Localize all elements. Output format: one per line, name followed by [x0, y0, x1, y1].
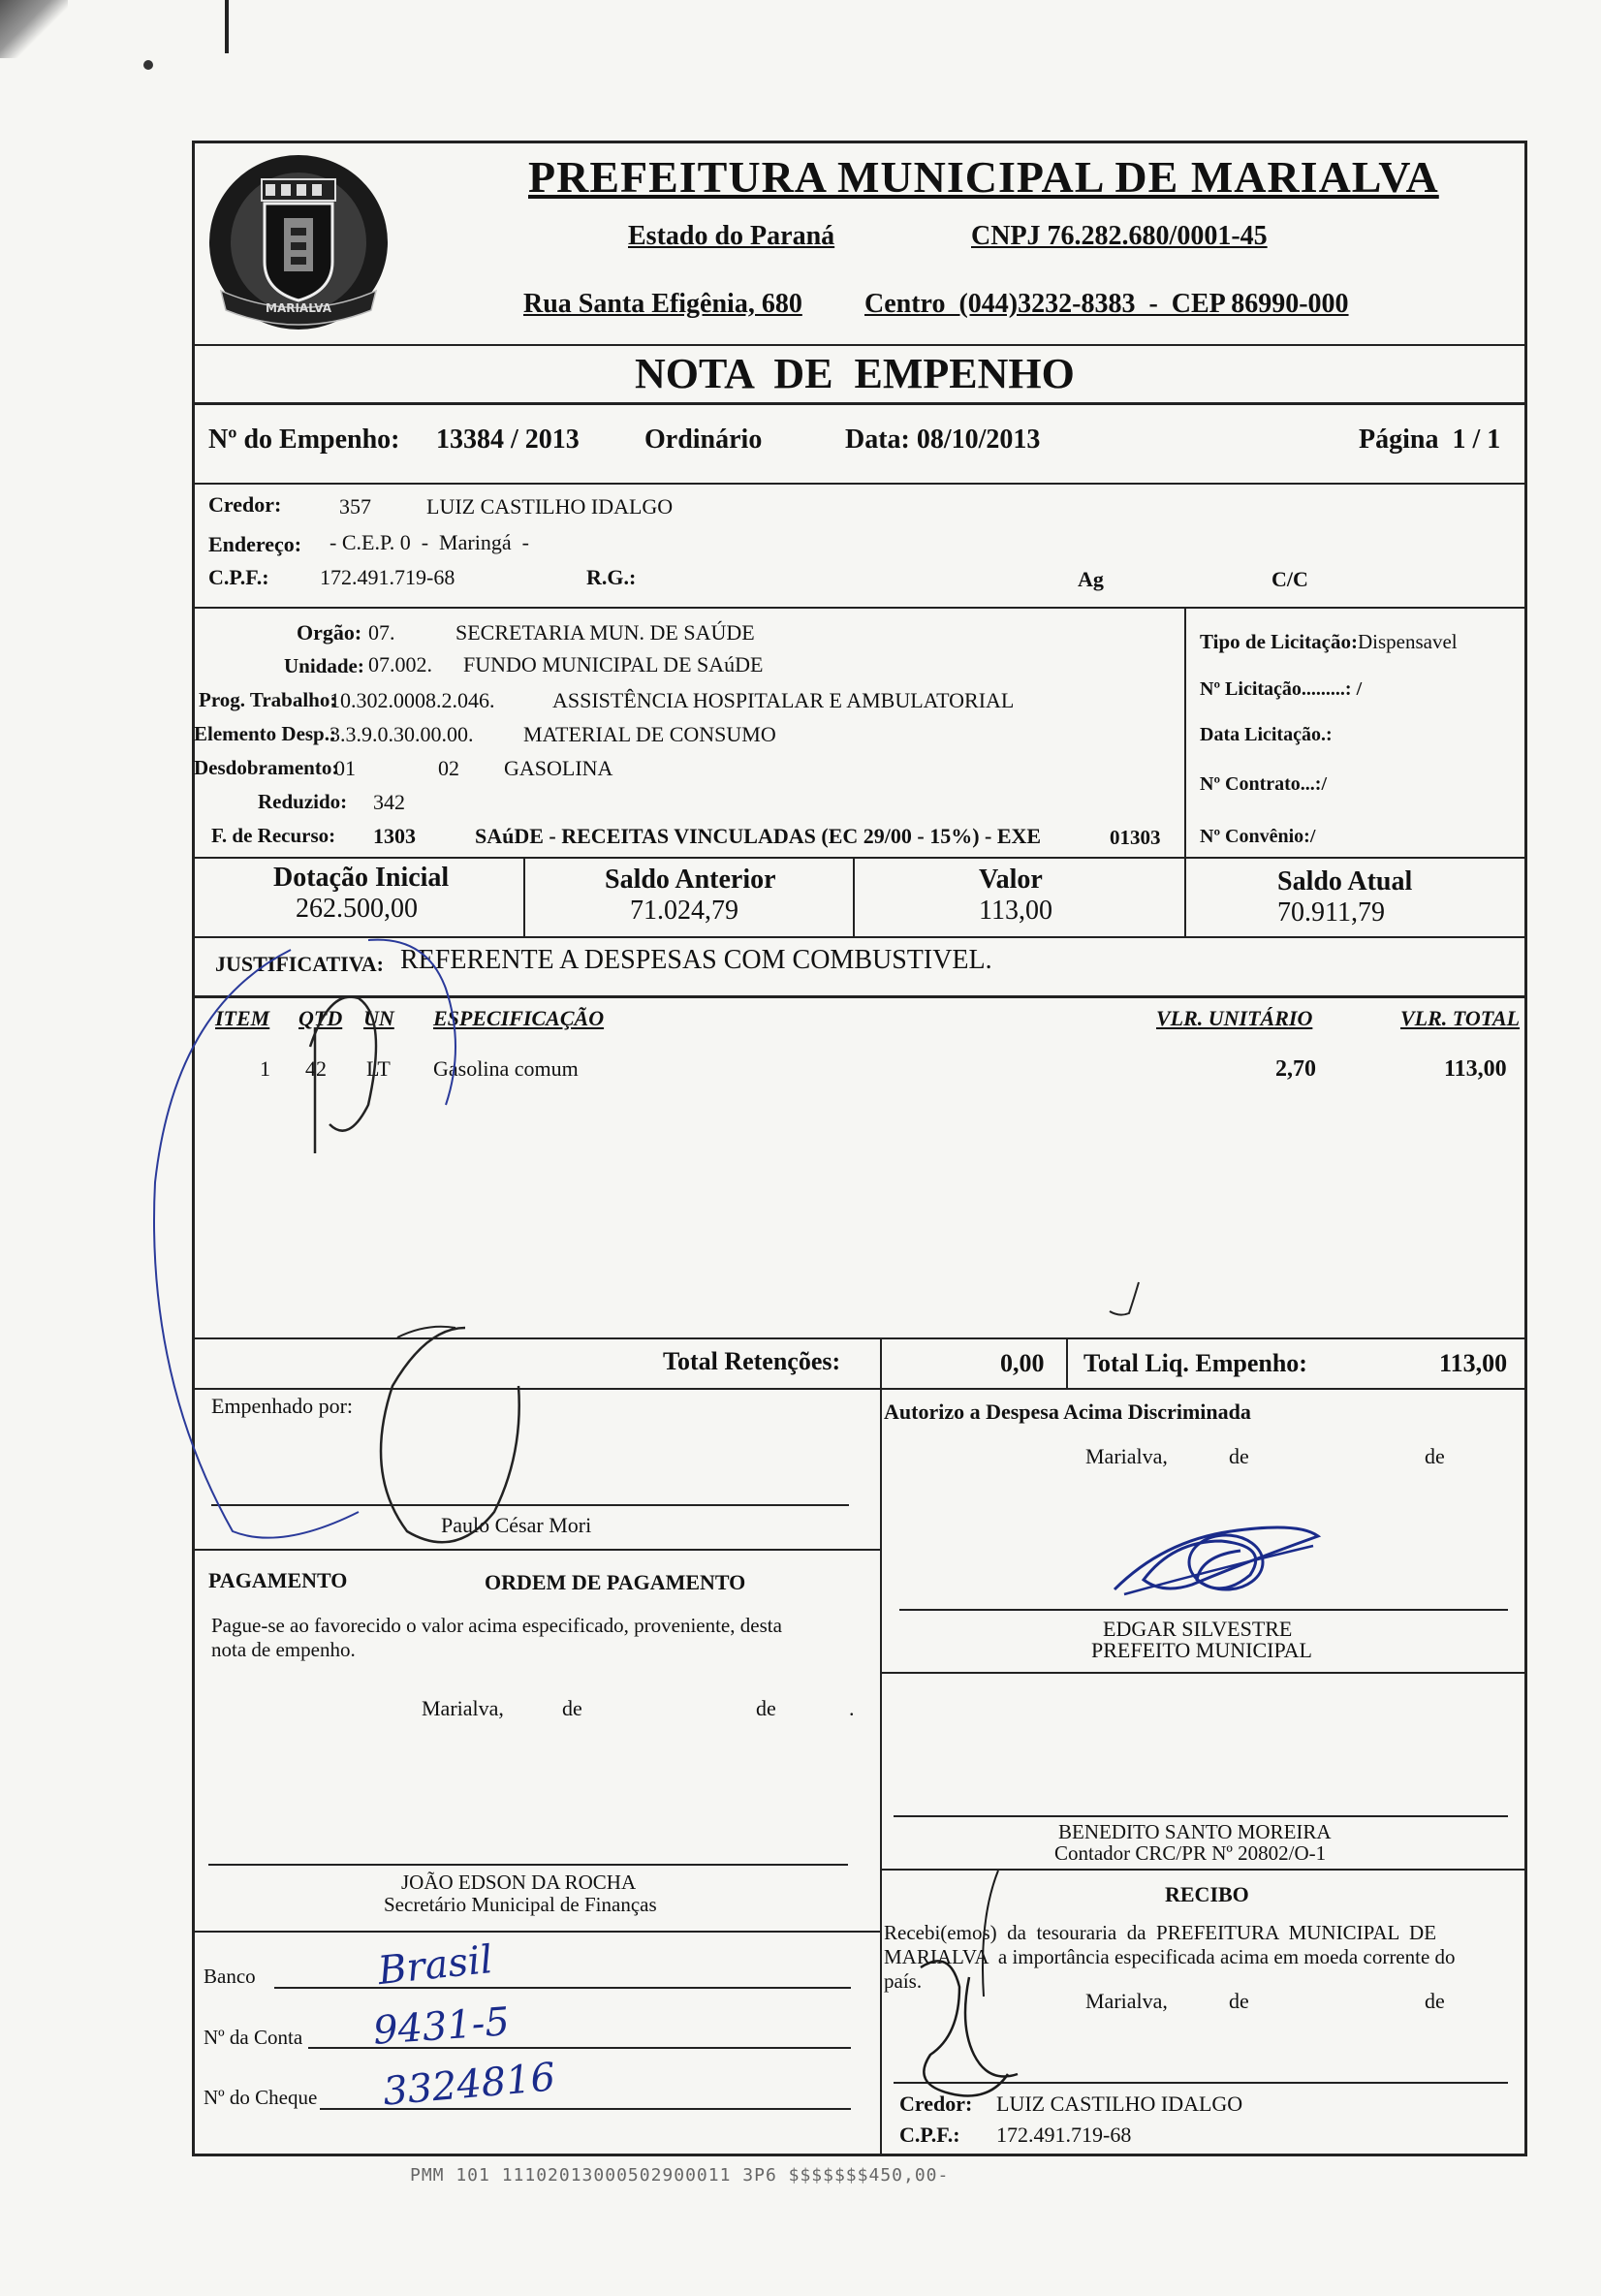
agencia-label: Ag: [1078, 567, 1104, 591]
pagamento-de-2: de: [756, 1696, 776, 1720]
num-convenio: Nº Convênio:/: [1200, 826, 1316, 847]
valor-value: 113,00: [979, 896, 1052, 926]
item-vlr-total: 113,00: [1444, 1056, 1507, 1082]
unidade-code: 07.002.: [368, 652, 432, 676]
street-address: Rua Santa Efigênia, 680: [523, 289, 802, 319]
col-especificacao: ESPECIFICAÇÃO: [433, 1006, 605, 1030]
pagamento-text-1: Pague-se ao favorecido o valor acima especificado, proveniente, desta: [211, 1614, 782, 1637]
reduzido-label: Reduzido:: [258, 790, 348, 813]
orgao-name: SECRETARIA MUN. DE SAÚDE: [455, 620, 755, 645]
recurso-number: 01303: [1110, 826, 1161, 849]
pagamento-ponto: .: [849, 1696, 855, 1720]
num-contrato: Nº Contrato...:/: [1200, 773, 1328, 795]
recibo-de-1: de: [1229, 1989, 1249, 2013]
dotacao-inicial-value: 262.500,00: [296, 894, 418, 924]
item-un: LT: [366, 1056, 391, 1081]
credor-name: LUIZ CASTILHO IDALGO: [426, 494, 674, 519]
cpf-label: C.P.F.:: [208, 565, 269, 589]
empenho-number-label: Nº do Empenho:: [208, 425, 400, 455]
justificativa-text: REFERENTE A DESPESAS COM COMBUSTIVEL.: [400, 945, 992, 975]
saldo-anterior-label: Saldo Anterior: [605, 865, 776, 895]
recurso-label: F. de Recurso:: [211, 824, 336, 847]
desdobramento-b: 02: [438, 756, 459, 780]
tipo-licitacao-label: Tipo de Licitação:Dispensavel: [1200, 630, 1458, 653]
prefeito-cargo: PREFEITO MUNICIPAL: [1091, 1638, 1312, 1662]
empenhado-name: Paulo César Mori: [441, 1513, 592, 1537]
reduzido-value: 342: [373, 790, 405, 814]
orgao-code: 07.: [368, 620, 395, 645]
address-details: Centro (044)3232-8383 - CEP 86990-000: [864, 289, 1349, 319]
orgao-label: Orgão:: [297, 620, 362, 645]
justificativa-label: JUSTIFICATIVA:: [215, 952, 385, 976]
cheque-label: Nº do Cheque: [204, 2086, 318, 2109]
total-liq-value: 113,00: [1439, 1349, 1508, 1377]
page-title: PREFEITURA MUNICIPAL DE MARIALVA: [528, 152, 1439, 202]
rg-label: R.G.:: [586, 565, 637, 589]
autorizo-local: Marialva,: [1085, 1444, 1168, 1468]
credor-cpf: 172.491.719-68: [320, 565, 455, 589]
saldo-anterior-value: 71.024,79: [630, 896, 738, 926]
cnpj-label: CNPJ 76.282.680/0001-45: [971, 221, 1268, 251]
banco-label: Banco: [204, 1965, 256, 1988]
saldo-atual-label: Saldo Atual: [1277, 866, 1413, 896]
item-number: 1: [260, 1056, 270, 1081]
recibo-text-1: Recebi(emos) da tesouraria da PREFEITURA MUNICIPAL DE: [884, 1921, 1437, 1944]
scan-dot-mark: [143, 60, 153, 70]
cheque-handwritten: 3324816: [381, 2055, 557, 2115]
estado-label: Estado do Paraná: [628, 221, 835, 251]
pen-stroke-overlay: [136, 930, 678, 1551]
conta-corrente-label: C/C: [1271, 567, 1308, 591]
ordem-pagamento-label: ORDEM DE PAGAMENTO: [485, 1570, 746, 1594]
scan-corner-mark: [0, 0, 68, 58]
prog-trabalho-name: ASSISTÊNCIA HOSPITALAR E AMBULATORIAL: [552, 688, 1015, 712]
tipo-licitacao-value: Dispensavel: [1357, 630, 1458, 653]
desdobramento-name: GASOLINA: [504, 756, 613, 780]
item-qtd: 42: [305, 1056, 327, 1081]
total-retencoes-value: 0,00: [1000, 1349, 1045, 1377]
col-item: ITEM: [215, 1006, 270, 1030]
empenhado-label: Empenhado por:: [211, 1394, 354, 1418]
conta-label: Nº da Conta: [204, 2026, 303, 2049]
banco-handwritten: Brasil: [375, 1936, 495, 1995]
col-un: UN: [363, 1006, 394, 1030]
elemento-label: Elemento Desp.:: [194, 722, 336, 745]
recibo-title: RECIBO: [1165, 1882, 1249, 1906]
pagamento-local: Marialva,: [422, 1696, 504, 1720]
dotacao-inicial-label: Dotação Inicial: [273, 863, 450, 893]
municipal-crest-logo: [202, 145, 395, 339]
col-qtd: QTD: [298, 1006, 343, 1030]
col-vlr-total: VLR. TOTAL: [1400, 1006, 1521, 1030]
recibo-text-2: MARIALVA a importância especificada acima em moeda corrente do: [884, 1945, 1456, 1968]
data-licitacao: Data Licitação.:: [1200, 724, 1333, 745]
prefeito-signature: [1105, 1502, 1328, 1609]
empenho-type: Ordinário: [644, 425, 763, 455]
saldo-atual-value: 70.911,79: [1277, 897, 1385, 928]
total-retencoes-label: Total Retenções:: [663, 1347, 841, 1375]
conta-handwritten: 9431-5: [371, 1999, 512, 2054]
pagamento-de-1: de: [562, 1696, 582, 1720]
item-vlr-unitario: 2,70: [1275, 1056, 1316, 1082]
col-vlr-unitario: VLR. UNITÁRIO: [1156, 1006, 1313, 1030]
item-especificacao: Gasolina comum: [433, 1056, 579, 1081]
credor-label: Credor:: [208, 492, 282, 517]
unidade-label: Unidade:: [284, 654, 364, 677]
stray-mark: [1105, 1274, 1144, 1323]
endereco-label: Endereço:: [208, 532, 302, 556]
page-number: Página 1 / 1: [1359, 425, 1501, 455]
empenho-number: 13384 / 2013: [436, 425, 580, 455]
footer-code: PMM 101 11102013000502900011 3P6 $$$$$$$450,00-: [410, 2165, 950, 2186]
recibo-local: Marialva,: [1085, 1989, 1168, 2013]
empenho-date: Data: 08/10/2013: [845, 425, 1041, 455]
recibo-cpf: 172.491.719-68: [996, 2123, 1132, 2147]
total-liq-label: Total Liq. Empenho:: [1083, 1349, 1307, 1377]
secretario-cargo: Secretário Municipal de Finanças: [384, 1893, 657, 1916]
secretario-name: JOÃO EDSON DA ROCHA: [401, 1871, 637, 1894]
contador-name: BENEDITO SANTO MOREIRA: [1058, 1820, 1332, 1843]
autorizo-label: Autorizo a Despesa Acima Discriminada: [884, 1400, 1251, 1424]
autorizo-de-1: de: [1229, 1444, 1249, 1468]
recibo-credor-label: Credor:: [899, 2092, 973, 2116]
prog-trabalho-code: 10.302.0008.2.046.: [330, 688, 495, 712]
desdobramento-a: 01: [334, 756, 356, 780]
crest-motto: MARIALVA: [266, 301, 331, 315]
credor-code: 357: [339, 494, 371, 519]
recurso-name: SAúDE - RECEITAS VINCULADAS (EC 29/00 - 15%) - EXE: [475, 824, 1042, 848]
valor-label: Valor: [979, 865, 1043, 895]
elemento-code: 3.3.9.0.30.00.00.: [330, 722, 474, 746]
recibo-de-2: de: [1425, 1989, 1445, 2013]
autorizo-de-2: de: [1425, 1444, 1445, 1468]
elemento-name: MATERIAL DE CONSUMO: [523, 722, 776, 746]
credor-address: - C.E.P. 0 - Maringá -: [330, 530, 529, 554]
recibo-text-3: país.: [884, 1969, 923, 1993]
contador-cargo: Contador CRC/PR Nº 20802/O-1: [1054, 1841, 1327, 1865]
recurso-code: 1303: [373, 824, 416, 848]
recibo-cpf-label: C.P.F.:: [899, 2123, 960, 2147]
document-title: NOTA DE EMPENHO: [635, 350, 1075, 397]
scan-tick-mark: [225, 0, 229, 53]
unidade-name: FUNDO MUNICIPAL DE SAúDE: [463, 652, 764, 676]
recibo-signature: [892, 1861, 1047, 2103]
desdobramento-label: Desdobramento:: [194, 756, 339, 779]
num-licitacao: Nº Licitação.........: /: [1200, 678, 1363, 700]
prog-trabalho-label: Prog. Trabalho:: [199, 688, 337, 711]
recibo-credor-name: LUIZ CASTILHO IDALGO: [996, 2092, 1243, 2116]
pagamento-label: PAGAMENTO: [208, 1568, 348, 1592]
prefeito-name: EDGAR SILVESTRE: [1103, 1617, 1293, 1641]
pagamento-text-2: nota de empenho.: [211, 1638, 356, 1661]
